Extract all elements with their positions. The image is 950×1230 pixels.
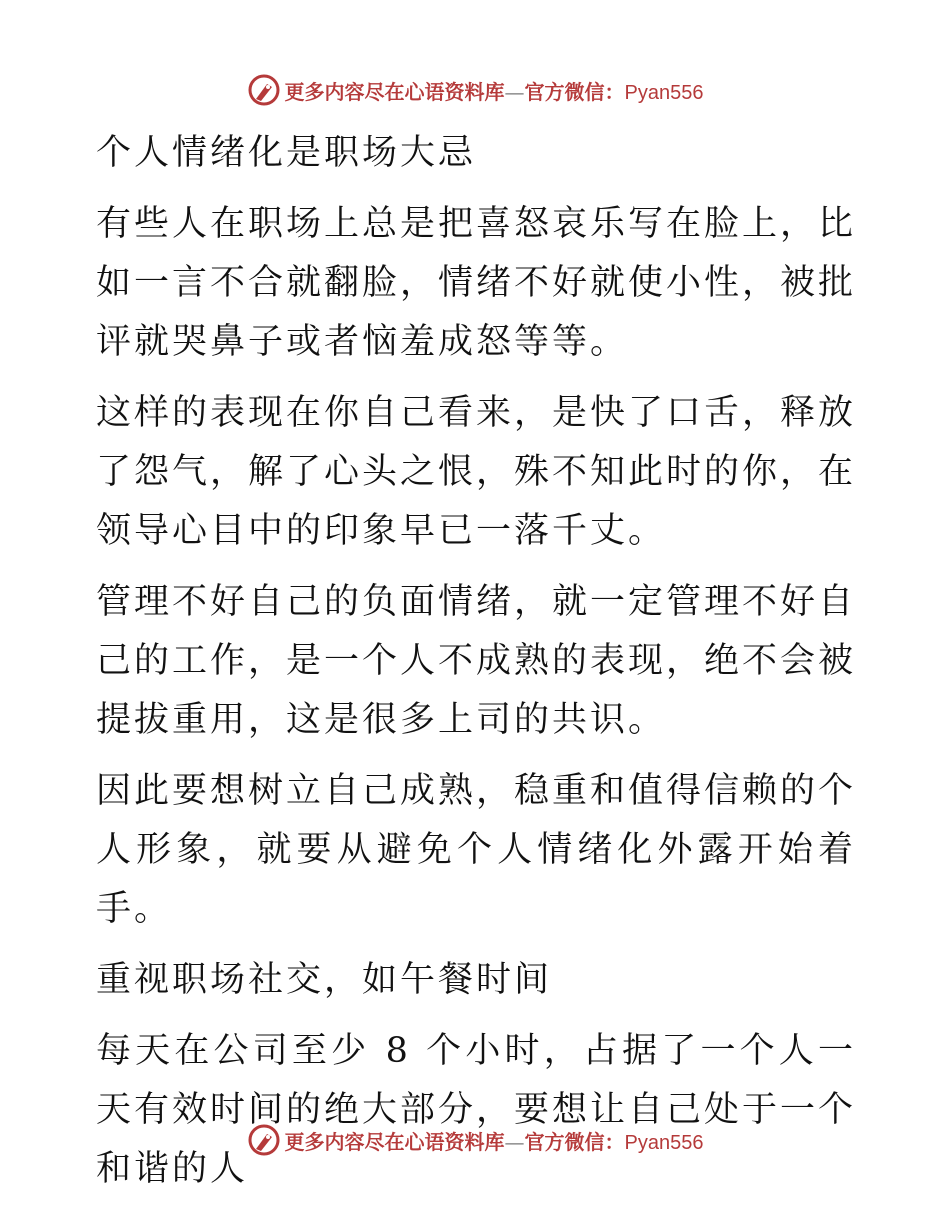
section-heading: 个人情绪化是职场大忌: [96, 133, 477, 173]
pen-nib-logo-icon: [247, 1123, 281, 1157]
section-heading: 重视职场社交，如午餐时间: [96, 960, 553, 1000]
pen-nib-logo-icon: [247, 73, 281, 107]
footer-banner-text: 更多内容尽在心语资料库—官方微信：Pyan556: [284, 1129, 704, 1154]
document-body: [96, 124, 856, 1211]
paragraph: 管理不好自己的负面情绪，就一定管理不好自己的工作，是一个人不成熟的表现，绝不会被提拔重用，这是很多上司的共识。: [96, 582, 857, 740]
footer-banner: [0, 1120, 950, 1160]
paragraph: 因此要想树立自己成熟，稳重和值得信赖的个人形象，就要从避免个人情绪化外露开始着手。: [96, 771, 857, 929]
header-banner-text: 更多内容尽在心语资料库—官方微信：Pyan556: [284, 79, 704, 104]
paragraph: 这样的表现在你自己看来，是快了口舌，释放了怨气，解了心头之恨，殊不知此时的你，在领导心目中的印象早已一落千丈。: [96, 393, 857, 551]
header-banner: [0, 70, 950, 110]
paragraph: 每天在公司至少 8 个小时，占据了一个人一天有效时间的绝大部分，要想让自己处于一个和谐的人: [96, 1031, 857, 1189]
paragraph: 有些人在职场上总是把喜怒哀乐写在脸上，比如一言不合就翻脸，情绪不好就使小性，被批评就哭鼻子或者恼羞成怒等等。: [96, 204, 857, 362]
